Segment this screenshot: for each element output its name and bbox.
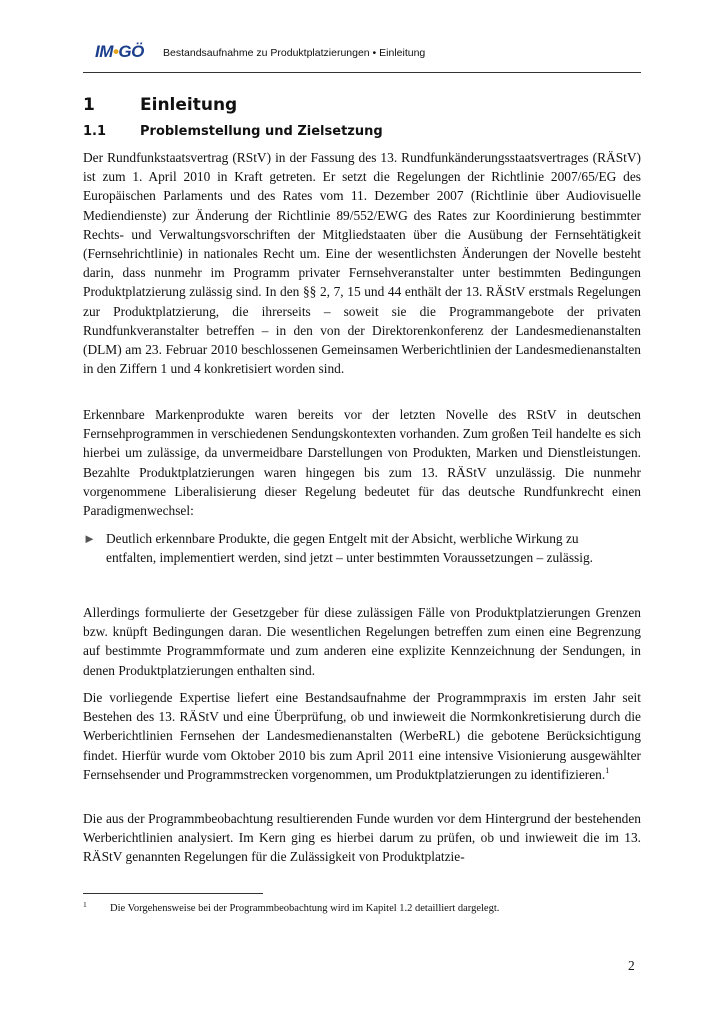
paragraph-4: Die vorliegende Expertise liefert eine Bestandsaufnahme der Programmpraxis im ersten Jahr seit Bestehen des 13. RÄStV und eine Überprüfung, ob und inwieweit die Normkonkretisierung durch die Werberichtlinien Fernsehen der Landesmedienanstalten (WerbeRL) die gebotene Berücksichtigung findet. Hierfür wurde vom Oktober 2010 bis zum April 2011 eine intensive Visionierung ausgewählter Fernsehsender und Programmstrecken vorgenommen, um Produktplatzierungen zu identifizieren.$^1$ xyxy=(83,690,641,782)
page-number: 2 xyxy=(628,958,635,973)
imgo-logo: IM•GÖ xyxy=(95,42,144,61)
chapter-number: 1 xyxy=(83,95,95,115)
section-number: 1.1 xyxy=(83,124,107,139)
chapter-heading xyxy=(83,95,237,115)
footnote-divider xyxy=(83,893,263,894)
section-title: Problemstellung und Zielsetzung xyxy=(140,124,383,139)
paragraph-3: Allerdings formulierte der Gesetzgeber für diese zulässigen Fälle von Produktplatzierungen Grenzen bzw. knüpft Bedingungen daran. Die wesentlichen Regelungen betreffen zum einen eine Begrenzung auf bestimmte Programmformate und zum anderen eine explizite Kennzeichnung der Sendungen, in denen Produktplatzierungen enthalten sind. xyxy=(83,605,641,678)
footnote-number: 1 xyxy=(83,900,87,909)
bullet-arrow-icon: ► xyxy=(83,531,96,546)
paragraph-2: Erkennbare Markenprodukte waren bereits vor der letzten Novelle des RStV in deutschen Fernsehprogrammen in verschiedenen Sendungskontexten vorhanden. Zum großen Teil handelte es sich hierbei um zulässige, da unvermeidbare Darstellungen von Produkten, Marken und Dienstleistungen. Bezahlte Produktplatzierungen waren hingegen bis zum 13. RÄStV unzulässig. Die nunmehr vorgenommene Liberalisierung dieser Regelung bedeutet für das deutsche Rundfunkrecht einen Paradigmenwechsel: xyxy=(83,407,641,519)
paragraph-5: Die aus der Programmbeobachtung resultierenden Funde wurden vor dem Hintergrund der bestehenden Werberichtlinien analysiert. Im Kern ging es hierbei darum zu prüfen, ob und inwieweit die im 13. RÄStV genannten Regelungen für die Zulässigkeit von Produktplatzie- xyxy=(83,811,641,865)
bullet-text: Deutlich erkennbare Produkte, die gegen Entgelt mit der Absicht, werbliche Wirkung zu entfalten, implementiert werden, sind jetzt – unter bestimmten Voraussetzungen – zulässig. xyxy=(106,531,594,566)
paragraph-1: Der Rundfunkstaatsvertrag (RStV) in der Fassung des 13. Rundfunkänderungsstaatsvertrages (RÄStV) ist zum 1. April 2010 in Kraft getreten. Er setzt die Regelungen der Richtlinie 2007/65/EG des Europäischen Parlaments und des Rates vom 11. Dezember 2007 (Richtlinie über Audiovisuelle Mediendienste) zur Änderung der Richtlinie 89/552/EWG des Rates zur Koordinierung bestimmter Rechts- und Verwaltungsvorschriften der Mitgliedstaaten über die Ausübung der Fernsehtätigkeit (Fernsehrichtlinie) in nationales Recht um. Eine der wesentlichsten Änderungen der Novelle besteht darin, dass nunmehr im Programm privater Fernsehveranstalter unter bestimmten Bedingungen Produktplatzierung zulässig sind. In den §§ 2, 7, 15 und 44 enthält der 13. RÄStV erstmals Regelungen zur Produktplatzierung, die ihrerseits – soweit sie die Programmangebote der privaten Rundfunkveranstalter betreffen – in den von der Direktorenkonferenz der Landesmedienanstalten (DLM) am 23. Februar 2010 beschlossenen Gemeinsamen Werberichtlinien der Landesmedienanstalten in den Ziffern 1 und 4 konkretisiert worden sind. xyxy=(83,150,641,377)
header-title: Bestandsaufnahme zu Produktplatzierungen • Einleitung xyxy=(163,47,426,59)
footnote-reference: 1 xyxy=(605,765,610,775)
footnote-text: Die Vorgehensweise bei der Programmbeobachtung wird im Kapitel 1.2 detailliert dargelegt. xyxy=(110,903,500,914)
page-header xyxy=(83,36,641,73)
section-heading xyxy=(83,124,383,139)
chapter-title: Einleitung xyxy=(140,95,238,115)
bullet-item xyxy=(83,529,641,567)
